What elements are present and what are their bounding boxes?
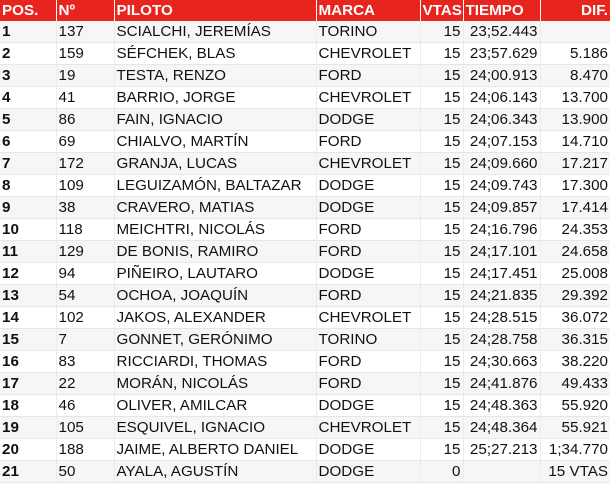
position-cell: 5 [0,109,56,131]
car-number-cell: 105 [56,417,114,439]
brand-cell: CHEVROLET [316,417,420,439]
laps-cell: 15 [420,153,463,175]
time-cell: 24;09.660 [463,153,540,175]
position-cell: 3 [0,65,56,87]
car-number-cell: 38 [56,197,114,219]
table-header [0,0,610,21]
position-cell: 13 [0,285,56,307]
header-dif: DIF. [540,0,610,21]
brand-cell: CHEVROLET [316,307,420,329]
car-number-cell: 19 [56,65,114,87]
table-row [0,87,610,109]
time-cell: 24;17.451 [463,263,540,285]
header-row [0,0,610,21]
position-cell: 11 [0,241,56,263]
driver-name-cell: OCHOA, JOAQUÍN [114,285,316,307]
laps-cell: 15 [420,131,463,153]
table-row [0,417,610,439]
car-number-cell: 54 [56,285,114,307]
driver-name-cell: GONNET, GERÓNIMO [114,329,316,351]
driver-name-cell: MORÁN, NICOLÁS [114,373,316,395]
driver-name-cell: OLIVER, AMILCAR [114,395,316,417]
gap-cell: 25.008 [540,263,610,285]
table-row [0,219,610,241]
car-number-cell: 41 [56,87,114,109]
driver-name-cell: CHIALVO, MARTÍN [114,131,316,153]
brand-cell: TORINO [316,21,420,43]
time-cell: 24;07.153 [463,131,540,153]
laps-cell: 15 [420,109,463,131]
laps-cell: 15 [420,65,463,87]
driver-name-cell: SCIALCHI, JEREMÍAS [114,21,316,43]
table-row [0,373,610,395]
gap-cell: 17.414 [540,197,610,219]
table-row [0,395,610,417]
car-number-cell: 172 [56,153,114,175]
laps-cell: 15 [420,219,463,241]
driver-name-cell: FAIN, IGNACIO [114,109,316,131]
laps-cell: 15 [420,197,463,219]
time-cell: 24;06.343 [463,109,540,131]
car-number-cell: 129 [56,241,114,263]
laps-cell: 0 [420,461,463,483]
position-cell: 8 [0,175,56,197]
laps-cell: 15 [420,43,463,65]
time-cell: 23;57.629 [463,43,540,65]
driver-name-cell: ESQUIVEL, IGNACIO [114,417,316,439]
driver-name-cell: BARRIO, JORGE [114,87,316,109]
position-cell: 12 [0,263,56,285]
driver-name-cell: TESTA, RENZO [114,65,316,87]
brand-cell: FORD [316,219,420,241]
gap-cell: 55.921 [540,417,610,439]
time-cell: 24;41.876 [463,373,540,395]
position-cell: 18 [0,395,56,417]
brand-cell: DODGE [316,197,420,219]
position-cell: 16 [0,351,56,373]
driver-name-cell: SÉFCHEK, BLAS [114,43,316,65]
brand-cell: CHEVROLET [316,153,420,175]
gap-cell: 5.186 [540,43,610,65]
table-row [0,461,610,483]
table-row [0,109,610,131]
car-number-cell: 94 [56,263,114,285]
laps-cell: 15 [420,417,463,439]
car-number-cell: 83 [56,351,114,373]
table-body [0,21,610,483]
header-piloto: PILOTO [114,0,316,21]
gap-cell: 1;34.770 [540,439,610,461]
time-cell: 24;28.515 [463,307,540,329]
brand-cell: DODGE [316,175,420,197]
gap-cell: 24.658 [540,241,610,263]
header-pos: POS. [0,0,56,21]
brand-cell: CHEVROLET [316,43,420,65]
car-number-cell: 102 [56,307,114,329]
brand-cell: DODGE [316,109,420,131]
table-row [0,241,610,263]
gap-cell: 24.353 [540,219,610,241]
car-number-cell: 22 [56,373,114,395]
laps-cell: 15 [420,373,463,395]
car-number-cell: 46 [56,395,114,417]
position-cell: 9 [0,197,56,219]
driver-name-cell: JAIME, ALBERTO DANIEL [114,439,316,461]
gap-cell: 38.220 [540,351,610,373]
laps-cell: 15 [420,307,463,329]
time-cell: 25;27.213 [463,439,540,461]
laps-cell: 15 [420,175,463,197]
table-row [0,285,610,307]
brand-cell: DODGE [316,263,420,285]
time-cell: 24;17.101 [463,241,540,263]
driver-name-cell: GRANJA, LUCAS [114,153,316,175]
gap-cell: 49.433 [540,373,610,395]
driver-name-cell: CRAVERO, MATIAS [114,197,316,219]
brand-cell: CHEVROLET [316,87,420,109]
driver-name-cell: DE BONIS, RAMIRO [114,241,316,263]
table-row [0,439,610,461]
gap-cell: 55.920 [540,395,610,417]
time-cell [463,461,540,483]
table-row [0,307,610,329]
position-cell: 19 [0,417,56,439]
car-number-cell: 118 [56,219,114,241]
driver-name-cell: AYALA, AGUSTÍN [114,461,316,483]
gap-cell: 15 VTAS [540,461,610,483]
brand-cell: FORD [316,65,420,87]
brand-cell: DODGE [316,461,420,483]
table-row [0,351,610,373]
laps-cell: 15 [420,263,463,285]
laps-cell: 15 [420,329,463,351]
position-cell: 17 [0,373,56,395]
driver-name-cell: JAKOS, ALEXANDER [114,307,316,329]
time-cell: 24;30.663 [463,351,540,373]
position-cell: 7 [0,153,56,175]
table-row [0,197,610,219]
position-cell: 2 [0,43,56,65]
table-row [0,65,610,87]
gap-cell: 13.900 [540,109,610,131]
time-cell: 23;52.443 [463,21,540,43]
header-marca: MARCA [316,0,420,21]
laps-cell: 15 [420,351,463,373]
position-cell: 4 [0,87,56,109]
time-cell: 24;00.913 [463,65,540,87]
time-cell: 24;48.364 [463,417,540,439]
driver-name-cell: RICCIARDI, THOMAS [114,351,316,373]
gap-cell: 17.217 [540,153,610,175]
gap-cell: 8.470 [540,65,610,87]
gap-cell: 36.315 [540,329,610,351]
car-number-cell: 69 [56,131,114,153]
time-cell: 24;16.796 [463,219,540,241]
brand-cell: FORD [316,241,420,263]
laps-cell: 15 [420,87,463,109]
laps-cell: 15 [420,21,463,43]
position-cell: 6 [0,131,56,153]
time-cell: 24;09.857 [463,197,540,219]
car-number-cell: 50 [56,461,114,483]
driver-name-cell: LEGUIZAMÓN, BALTAZAR [114,175,316,197]
position-cell: 21 [0,461,56,483]
brand-cell: DODGE [316,439,420,461]
brand-cell: DODGE [316,395,420,417]
time-cell: 24;48.363 [463,395,540,417]
time-cell: 24;09.743 [463,175,540,197]
car-number-cell: 7 [56,329,114,351]
table-row [0,43,610,65]
time-cell: 24;21.835 [463,285,540,307]
gap-cell: 36.072 [540,307,610,329]
position-cell: 15 [0,329,56,351]
car-number-cell: 188 [56,439,114,461]
header-num: Nº [56,0,114,21]
laps-cell: 15 [420,241,463,263]
time-cell: 24;06.143 [463,87,540,109]
gap-cell: 13.700 [540,87,610,109]
table-row [0,21,610,43]
car-number-cell: 86 [56,109,114,131]
car-number-cell: 109 [56,175,114,197]
brand-cell: FORD [316,285,420,307]
table-row [0,175,610,197]
time-cell: 24;28.758 [463,329,540,351]
position-cell: 10 [0,219,56,241]
driver-name-cell: PIÑEIRO, LAUTARO [114,263,316,285]
driver-name-cell: MEICHTRI, NICOLÁS [114,219,316,241]
gap-cell: 14.710 [540,131,610,153]
position-cell: 14 [0,307,56,329]
brand-cell: FORD [316,351,420,373]
laps-cell: 15 [420,285,463,307]
brand-cell: TORINO [316,329,420,351]
gap-cell [540,21,610,43]
header-vtas: VTAS [420,0,463,21]
gap-cell: 17.300 [540,175,610,197]
table-row [0,153,610,175]
table-row [0,131,610,153]
table-row [0,329,610,351]
laps-cell: 15 [420,395,463,417]
laps-cell: 15 [420,439,463,461]
gap-cell: 29.392 [540,285,610,307]
car-number-cell: 137 [56,21,114,43]
brand-cell: FORD [316,373,420,395]
car-number-cell: 159 [56,43,114,65]
table-row [0,263,610,285]
position-cell: 20 [0,439,56,461]
brand-cell: FORD [316,131,420,153]
position-cell: 1 [0,21,56,43]
header-tiempo: TIEMPO [463,0,540,21]
